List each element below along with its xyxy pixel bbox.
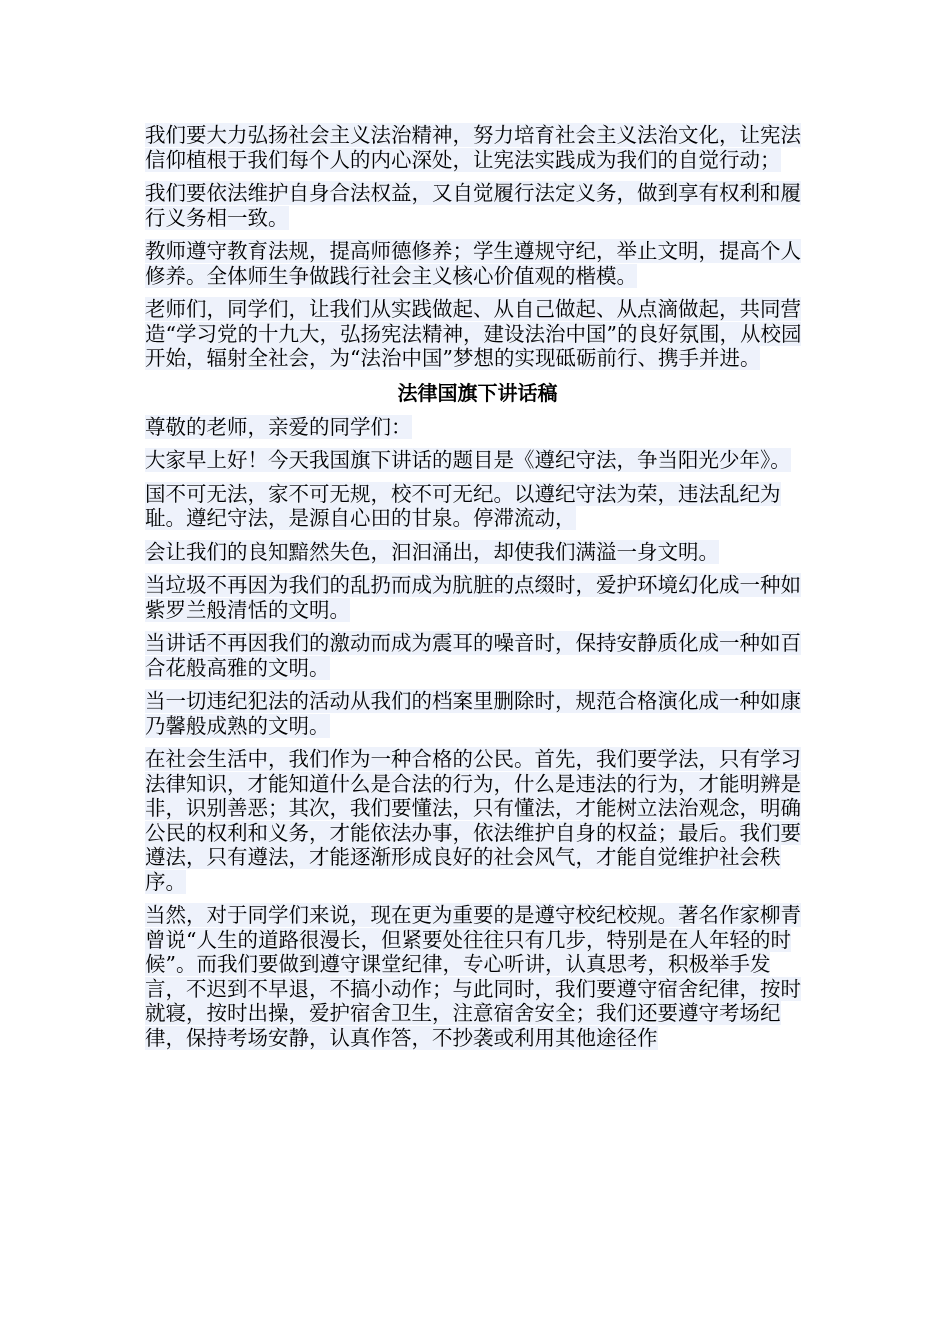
paragraph: [145, 123, 810, 172]
paragraph-text: 当一切违纪犯法的活动从我们的档案里删除时，规范合格演化成一种如康乃馨般成熟的文明。: [145, 689, 801, 738]
paragraph: [145, 631, 810, 680]
paragraph-text: 我们要大力弘扬社会主义法治精神，努力培育社会主义法治文化，让宪法信仰植根于我们每个人的内心深处，让宪法实践成为我们的自觉行动；: [145, 123, 801, 172]
paragraph: [145, 181, 810, 230]
paragraph-text: 国不可无法，家不可无规，校不可无纪。以遵纪守法为荣，违法乱纪为耻。遵纪守法，是源自心田的甘泉。停滞流动，: [145, 481, 781, 530]
paragraph-text: 当然，对于同学们来说，现在更为重要的是遵守校纪校规。著名作家柳青曾说“人生的道路很漫长，但紧要处往往只有几步，特别是在人年轻的时候”。而我们要做到遵守课堂纪律，专心听讲，认真思考，积极举手发言，不迟到不早退，不搞小动作；与此同时，我们要遵守宿舍纪律，按时就寝，按时出操，爱护宿舍卫生，注意宿舍安全；我们还要遵守考场纪律，保持考场安静，认真作答，不抄袭或利用其他途径作: [145, 903, 801, 1050]
paragraph-text: 大家早上好！今天我国旗下讲话的题目是《遵纪守法，争当阳光少年》。: [145, 448, 791, 472]
paragraph: [145, 540, 810, 565]
paragraph-text: 在社会生活中，我们作为一种合格的公民。首先，我们要学法，只有学习法律知识，才能知道什么是合法的行为，什么是违法的行为，才能明辨是非，识别善恶；其次，我们要懂法，只有懂法，才能树立法治观念，明确公民的权利和义务，才能依法办事，依法维护自身的权益；最后。我们要遵法，只有遵法，才能逐渐形成良好的社会风气，才能自觉维护社会秩序。: [145, 747, 801, 894]
paragraph: [145, 747, 810, 894]
document-body: [145, 123, 810, 1050]
paragraph: [145, 573, 810, 622]
paragraph-text: 教师遵守教育法规，提高师德修养；学生遵规守纪，举止文明，提高个人修养。全体师生争做践行社会主义核心价值观的楷模。: [145, 239, 801, 288]
paragraph: [145, 415, 810, 440]
paragraph-text: 当垃圾不再因为我们的乱扔而成为肮脏的点缀时，爱护环境幻化成一种如紫罗兰般清恬的文明。: [145, 573, 801, 622]
paragraph: [145, 689, 810, 738]
paragraph: [145, 297, 810, 371]
paragraph: [145, 903, 810, 1050]
paragraph: [145, 239, 810, 288]
paragraph-text: 我们要依法维护自身合法权益，又自觉履行法定义务，做到享有权利和履行义务相一致。: [145, 181, 801, 230]
paragraph-text: 当讲话不再因我们的激动而成为震耳的噪音时，保持安静质化成一种如百合花般高雅的文明。: [145, 631, 801, 680]
paragraph: [145, 448, 810, 473]
paragraph: [145, 482, 810, 531]
paragraph-text: 会让我们的良知黯然失色，汩汩涌出，却使我们满溢一身文明。: [145, 539, 719, 564]
paragraph-text: 尊敬的老师，亲爱的同学们：: [145, 414, 412, 439]
section-heading: 法律国旗下讲话稿: [397, 380, 558, 405]
paragraph-text: 老师们，同学们，让我们从实践做起、从自己做起、从点滴做起，共同营造“学习党的十九大，弘扬宪法精神，建设法治中国”的良好氛围，从校园开始，辐射全社会，为“法治中国”梦想的实现砥砺前行、携手并进。: [145, 297, 802, 370]
